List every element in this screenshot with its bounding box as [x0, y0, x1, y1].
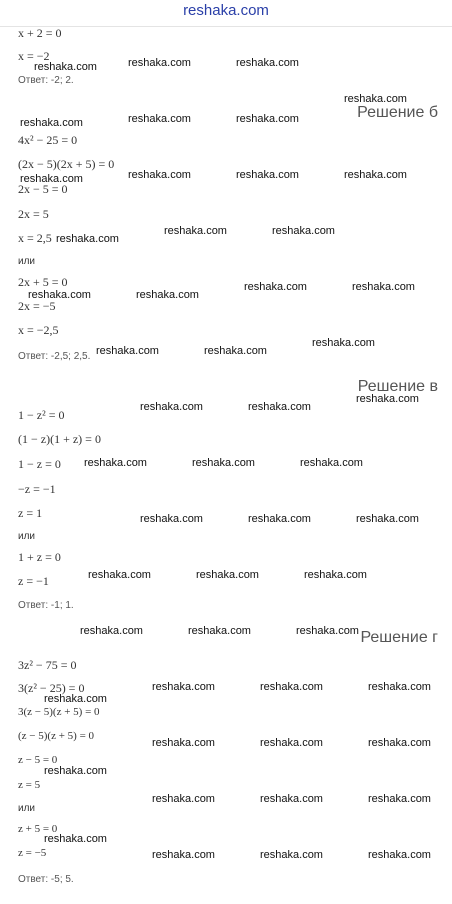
site-logo-link[interactable]: reshaka.com: [183, 2, 269, 19]
equation-line: 1 + z = 0: [18, 550, 61, 564]
equation-line: 2x + 5 = 0: [18, 275, 68, 289]
equation-line: z = −5: [18, 847, 47, 859]
section-heading-d: Решение г: [360, 629, 438, 646]
watermark: reshaka.com: [244, 281, 307, 293]
watermark: reshaka.com: [368, 681, 431, 693]
watermark: reshaka.com: [20, 173, 83, 185]
watermark: reshaka.com: [20, 117, 83, 129]
equation-line: (1 − z)(1 + z) = 0: [18, 432, 101, 446]
equation-line: z = 5: [18, 779, 41, 791]
watermark: reshaka.com: [96, 345, 159, 357]
equation-line: z − 5 = 0: [18, 754, 58, 766]
equation-line: x = −2,5: [18, 323, 59, 337]
watermark: reshaka.com: [248, 401, 311, 413]
watermark: reshaka.com: [128, 169, 191, 181]
watermark: reshaka.com: [152, 849, 215, 861]
watermark: reshaka.com: [248, 513, 311, 525]
site-header: [0, 0, 452, 27]
equation-line: 1 − z = 0: [18, 457, 61, 471]
equation-line: x + 2 = 0: [18, 26, 62, 40]
watermark: reshaka.com: [260, 681, 323, 693]
equation-line: 1 − z² = 0: [18, 408, 65, 422]
or-word: или: [18, 256, 36, 267]
watermark: reshaka.com: [128, 57, 191, 69]
watermark: reshaka.com: [304, 569, 367, 581]
watermark: reshaka.com: [272, 225, 335, 237]
equation-line: 3z² − 75 = 0: [18, 658, 77, 672]
watermark: reshaka.com: [84, 457, 147, 469]
watermark: reshaka.com: [196, 569, 259, 581]
equation-line: (2x − 5)(2x + 5) = 0: [18, 157, 115, 171]
section-heading-c: Решение в: [357, 378, 438, 395]
equation-line: −z = −1: [18, 482, 56, 496]
equation-line: z = −1: [18, 574, 49, 588]
watermark: reshaka.com: [236, 113, 299, 125]
watermark: reshaka.com: [140, 513, 203, 525]
watermark: reshaka.com: [128, 113, 191, 125]
answer-line: Ответ: -2,5; 2,5.: [18, 351, 91, 362]
equation-line: x = −2: [18, 49, 50, 63]
watermark: reshaka.com: [56, 233, 119, 245]
watermark: reshaka.com: [204, 345, 267, 357]
equation-line: (z − 5)(z + 5) = 0: [18, 730, 95, 742]
equation-line: 3(z² − 25) = 0: [18, 681, 85, 695]
watermark: reshaka.com: [140, 401, 203, 413]
watermark: reshaka.com: [356, 513, 419, 525]
watermark: reshaka.com: [152, 737, 215, 749]
equation-line: z + 5 = 0: [18, 823, 58, 835]
watermark: reshaka.com: [80, 625, 143, 637]
watermark: reshaka.com: [236, 57, 299, 69]
watermark: reshaka.com: [164, 225, 227, 237]
equation-line: 2x = 5: [18, 207, 49, 221]
section-heading-b: Решение б: [357, 104, 438, 121]
watermark: reshaka.com: [260, 793, 323, 805]
watermark: reshaka.com: [368, 849, 431, 861]
watermark: reshaka.com: [136, 289, 199, 301]
answer-line: Ответ: -1; 1.: [18, 600, 74, 611]
equation-line: 3(z − 5)(z + 5) = 0: [18, 706, 100, 718]
watermark: reshaka.com: [188, 625, 251, 637]
watermark: reshaka.com: [356, 393, 419, 405]
or-word: или: [18, 531, 36, 542]
answer-line: Ответ: -5; 5.: [18, 874, 74, 885]
or-word: или: [18, 803, 36, 814]
watermark: reshaka.com: [296, 625, 359, 637]
watermark: reshaka.com: [368, 793, 431, 805]
watermark: reshaka.com: [312, 337, 375, 349]
equation-line: z = 1: [18, 506, 43, 520]
watermark: reshaka.com: [44, 833, 107, 845]
watermark: reshaka.com: [368, 737, 431, 749]
watermark: reshaka.com: [192, 457, 255, 469]
watermark: reshaka.com: [300, 457, 363, 469]
watermark: reshaka.com: [152, 681, 215, 693]
watermark: reshaka.com: [44, 765, 107, 777]
watermark: reshaka.com: [152, 793, 215, 805]
watermark: reshaka.com: [344, 93, 407, 105]
equation-line: 2x − 5 = 0: [18, 182, 68, 196]
equation-line: 2x = −5: [18, 299, 56, 313]
answer-line: Ответ: -2; 2.: [18, 75, 74, 86]
watermark: reshaka.com: [88, 569, 151, 581]
watermark: reshaka.com: [344, 169, 407, 181]
watermark: reshaka.com: [260, 849, 323, 861]
watermark: reshaka.com: [44, 693, 107, 705]
watermark: reshaka.com: [34, 61, 97, 73]
equation-line: x = 2,5: [18, 231, 52, 245]
watermark: reshaka.com: [352, 281, 415, 293]
watermark: reshaka.com: [28, 289, 91, 301]
watermark: reshaka.com: [236, 169, 299, 181]
equation-line: 4x² − 25 = 0: [18, 133, 78, 147]
watermark: reshaka.com: [260, 737, 323, 749]
